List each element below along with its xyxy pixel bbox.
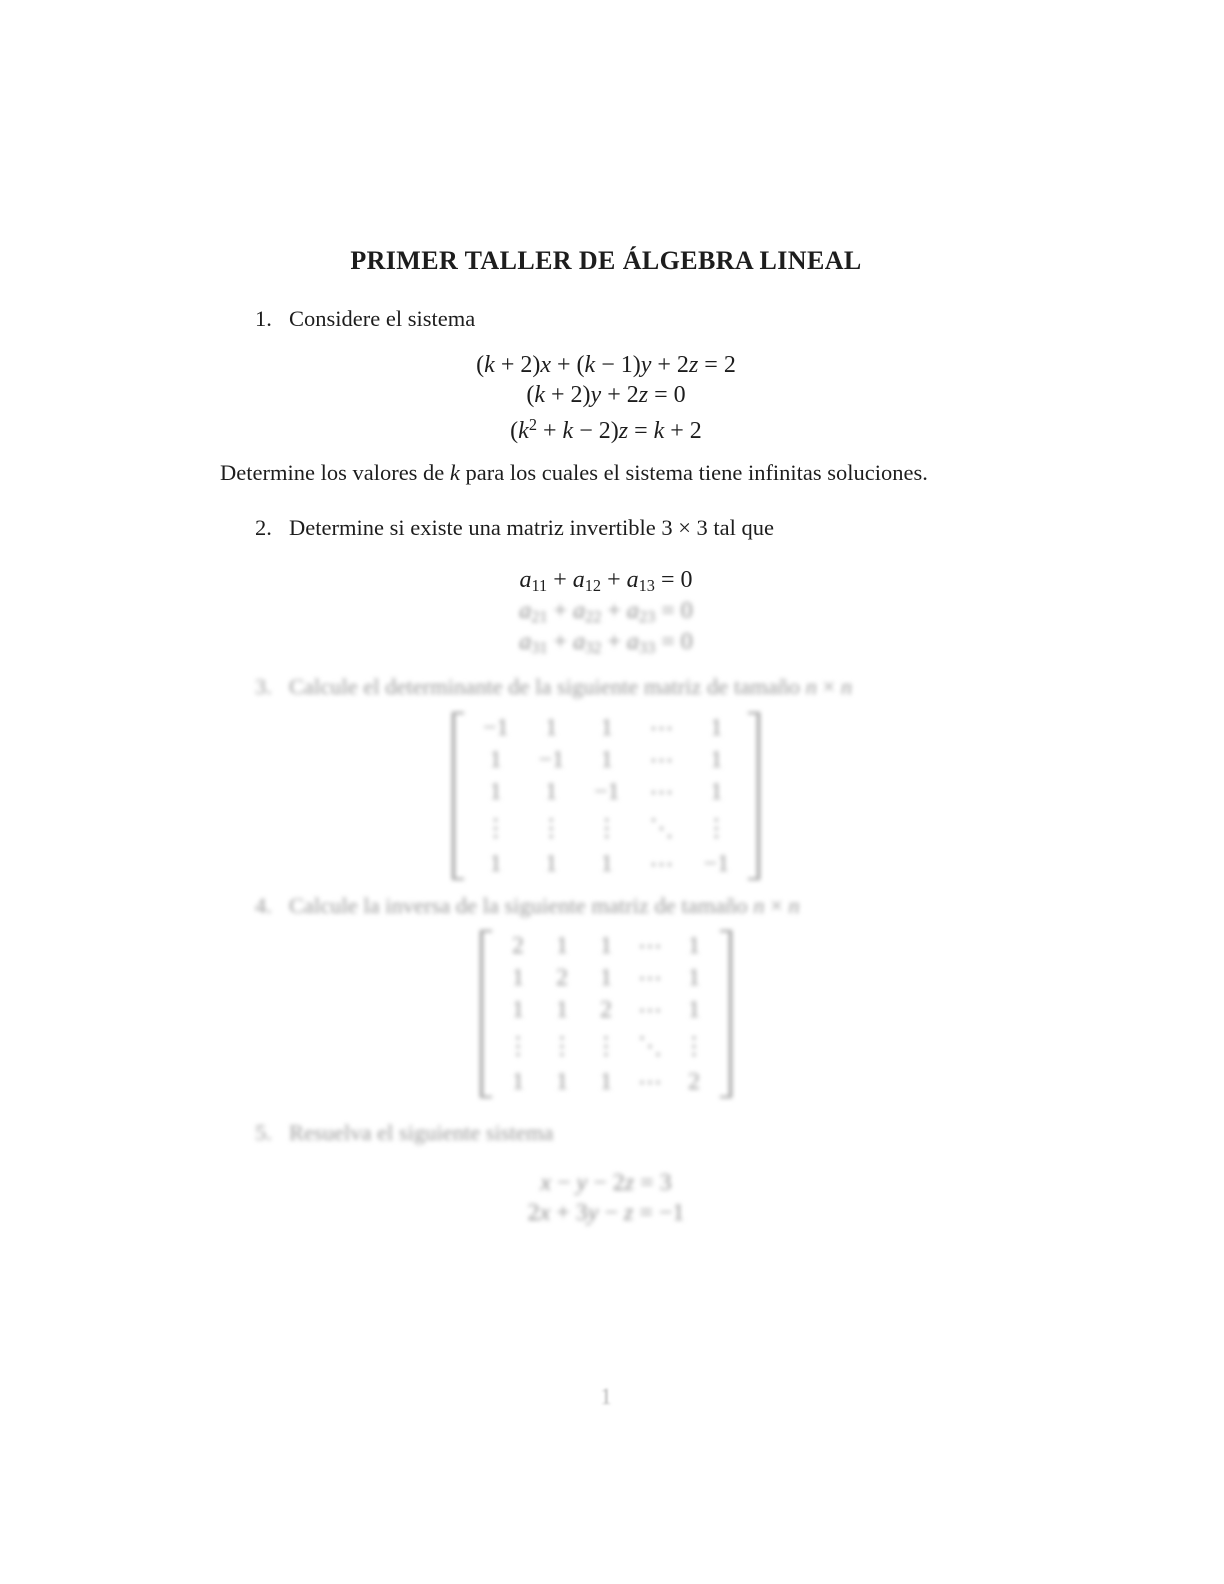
matrix-cell: 1: [688, 996, 700, 1023]
matrix-cell: 1: [556, 932, 568, 959]
equation-line-blurred: $a_{21} + a_{22} + a_{23} = 0$: [519, 598, 693, 626]
matrix-cell: 1: [545, 714, 558, 741]
problem-5-label: Resuelva el siguiente sistema: [289, 1120, 554, 1145]
problem-4-matrix-container: [220, 930, 992, 1098]
matrix-cell: ⋱: [638, 1033, 662, 1060]
matrix-cell: 1: [489, 746, 502, 773]
equation-line: $(k^2 + k - 2)z = k + 2$: [510, 415, 702, 444]
problem-3-heading: [220, 674, 1027, 700]
page-number: 1: [600, 1384, 612, 1409]
determinant-matrix: [452, 712, 760, 880]
matrix-cell: ⋮: [704, 815, 729, 842]
matrix-cell: 2: [556, 964, 568, 991]
equation-line-blurred: 2x + 3y − z = −1: [527, 1200, 685, 1226]
problem-4-number: 4.: [255, 893, 272, 918]
matrix-cell: ⋮: [506, 1033, 530, 1060]
matrix-cell: ⋱: [649, 815, 674, 842]
problem-1-label: Considere el sistema: [289, 306, 476, 331]
equation-line: (k + 2)y + 2z = 0: [526, 382, 686, 408]
matrix-cell: ⋮: [682, 1033, 706, 1060]
problem-1-equation-system: [220, 350, 992, 444]
problem-1-heading: [220, 306, 1027, 332]
matrix-cell: 1: [710, 746, 723, 773]
matrix-cell: 1: [545, 778, 558, 805]
matrix-cell: ⋮: [483, 815, 508, 842]
matrix-cell: 1: [600, 964, 612, 991]
matrix-row: [496, 962, 716, 994]
matrix-cell: ⋯: [638, 965, 662, 992]
matrix-cell: ⋯: [638, 1069, 662, 1096]
matrix-row: [496, 994, 716, 1026]
matrix-cell: 1: [600, 850, 613, 877]
matrix-cell: 1: [600, 1068, 612, 1095]
matrix-cell: 2: [512, 932, 524, 959]
equation-line: $a_{11} + a_{12} + a_{13} = 0$: [519, 567, 693, 595]
matrix-cell: ⋯: [649, 715, 674, 742]
matrix-entries: [496, 930, 716, 1098]
problem-4-label: Calcule la inversa de la siguiente matriz de tamaño n × n: [289, 893, 800, 918]
matrix-cell: −1: [482, 714, 509, 741]
problem-5-equation-system: [220, 1168, 992, 1228]
matrix-cell: ⋮: [594, 1033, 618, 1060]
right-bracket: [720, 930, 732, 1098]
problem-2-label: Determine si existe una matriz invertible 3 × 3 tal que: [289, 515, 775, 540]
problem-2-heading: [220, 515, 1027, 541]
matrix-row: [496, 1026, 716, 1066]
problem-3-matrix-container: [220, 712, 992, 880]
matrix-cell: 2: [600, 996, 612, 1023]
matrix-cell: −1: [594, 778, 620, 805]
problem-5-number: 5.: [255, 1120, 272, 1145]
matrix-row: [468, 744, 744, 776]
matrix-cell: 2: [688, 1068, 700, 1095]
matrix-cell: ⋮: [594, 815, 619, 842]
equation-line-blurred: $a_{31} + a_{32} + a_{33} = 0$: [519, 629, 693, 657]
document-title: PRIMER TALLER DE ÁLGEBRA LINEAL: [350, 246, 862, 275]
problem-3-number: 3.: [255, 674, 272, 699]
problem-3-label: Calcule el determinante de la siguiente matriz de tamaño n × n: [289, 674, 853, 699]
matrix-cell: 1: [600, 714, 613, 741]
matrix-row: [496, 930, 716, 962]
problem-4-heading: [220, 893, 1027, 919]
matrix-cell: 1: [545, 850, 558, 877]
problem-5-heading: [220, 1120, 1027, 1146]
matrix-cell: 1: [512, 996, 524, 1023]
matrix-cell: 1: [556, 1068, 568, 1095]
matrix-row: [468, 776, 744, 808]
matrix-cell: ⋯: [649, 747, 674, 774]
matrix-cell: ⋮: [539, 815, 564, 842]
problem-2-number: 2.: [255, 515, 272, 540]
left-bracket: [452, 712, 464, 880]
problem-1-followup: Determine los valores de k para los cuales el sistema tiene infinitas soluciones.: [220, 460, 928, 485]
matrix-cell: 1: [710, 714, 723, 741]
matrix-row: [468, 808, 744, 848]
matrix-entries: [468, 712, 744, 880]
equation-line: (k + 2)x + (k − 1)y + 2z = 2: [476, 352, 736, 378]
left-bracket: [480, 930, 492, 1098]
matrix-cell: 1: [512, 1068, 524, 1095]
matrix-cell: ⋯: [638, 997, 662, 1024]
matrix-cell: 1: [556, 996, 568, 1023]
matrix-row: [468, 848, 744, 880]
matrix-cell: ⋯: [638, 933, 662, 960]
matrix-cell: ⋯: [649, 779, 674, 806]
problem-1-number: 1.: [255, 306, 272, 331]
inverse-matrix: [480, 930, 732, 1098]
matrix-cell: ⋮: [550, 1033, 574, 1060]
matrix-cell: 1: [688, 964, 700, 991]
matrix-row: [496, 1066, 716, 1098]
matrix-cell: 1: [512, 964, 524, 991]
matrix-cell: −1: [703, 850, 730, 877]
matrix-cell: 1: [489, 778, 502, 805]
problem-2-equation-system: [220, 564, 992, 658]
matrix-cell: −1: [538, 746, 564, 773]
matrix-cell: 1: [600, 746, 613, 773]
matrix-cell: 1: [710, 778, 723, 805]
equation-line-blurred: x − y − 2z = 3: [540, 1170, 672, 1196]
matrix-cell: ⋯: [649, 851, 674, 878]
matrix-cell: 1: [600, 932, 612, 959]
right-bracket: [748, 712, 760, 880]
matrix-cell: 1: [489, 850, 502, 877]
matrix-cell: 1: [688, 932, 700, 959]
matrix-row: [468, 712, 744, 744]
